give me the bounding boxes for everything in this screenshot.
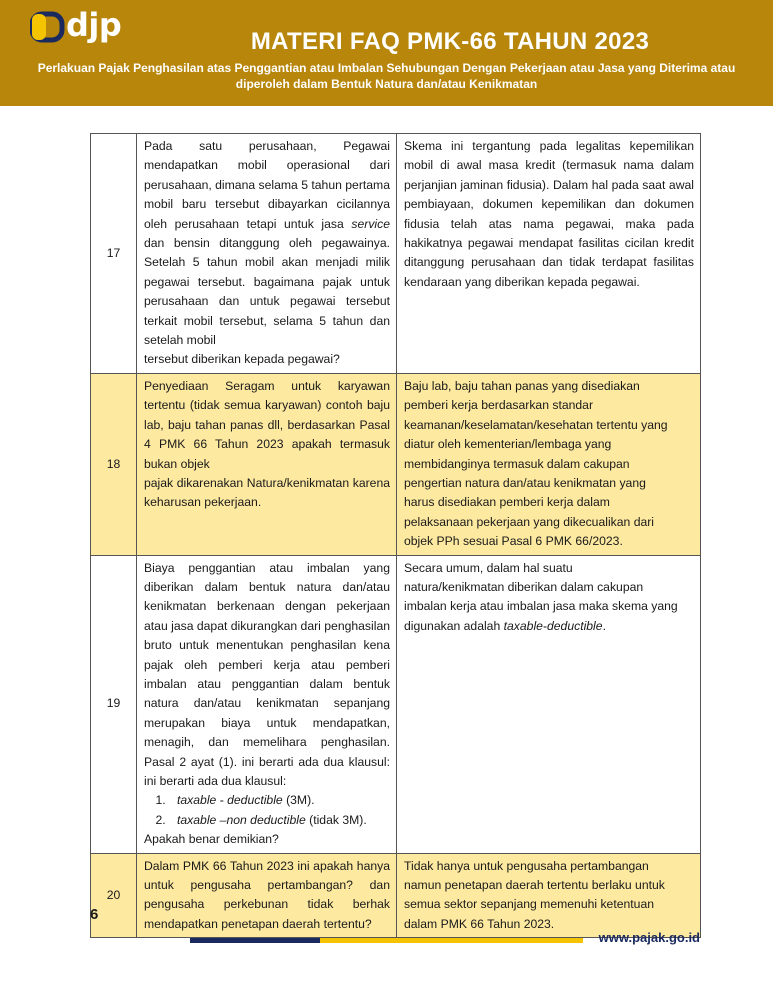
list-item: 1. taxable - deductible (3M). — [169, 791, 390, 810]
question-cell: Penyediaan Seragam untuk karyawan tertentu (tidak semua karyawan) contoh baju lab, baju tahan panas dll, berdasarkan Pasal 4 PMK 66 Tahun 2023 apakah termasuk bukan objek pajak dikarenakan Natura/kenikmatan karena keharusan pekerjaan. — [137, 373, 397, 555]
answer-cell: Baju lab, baju tahan panas yang disediakan pemberi kerja berdasarkan standar keamanan/keselamatan/kesehatan tertentu yang diatur oleh kementerian/lembaga yang membidanginya termasuk dalam cakupan pengertian natura dan/atau kenikmatan yang harus disediakan pemberi kerja dalam pelaksanaan pekerjaan yang dikecualikan dari objek PPh sesuai Pasal 6 PMK 66/2023. — [397, 373, 701, 555]
row-number: 20 — [91, 853, 137, 938]
question-cell: Biaya penggantian atau imbalan yang diberikan dalam bentuk natura dan/atau kenikmatan berkenaan dengan pekerjaan atau jasa dapat dikurangkan dari penghasilan bruto untuk menentukan penghasilan kena pajak oleh pemberi kerja atau pemberi imbalan atau penggantian dalam bentuk natura dan/atau kenikmatan sepanjang merupakan biaya untuk mendapatkan, menagih, dan memelihara penghasilan. Pasal 2 ayat (1). ini berarti ada dua klausul: ini berarti ada dua klausul: 1. taxable - deductible (3M). 2. taxable –non deductible (tidak 3M). Apakah benar demikian? — [137, 555, 397, 853]
table-row — [91, 134, 701, 374]
row-number: 18 — [91, 373, 137, 555]
header-banner — [0, 0, 773, 106]
table-row — [91, 373, 701, 555]
question-cell: Pada satu perusahaan, Pegawai mendapatkan mobil operasional dari perusahaan, dimana selama 5 tahun pertama mobil baru tersebut dibayarkan cicilannya oleh perusahaan tetapi untuk jasa service dan bensin ditanggung oleh pegawainya. Setelah 5 tahun mobil akan menjadi milik pegawai tersebut. bagaimana pajak untuk perusahaan dan untuk pegawai tersebut terkait mobil tersebut, selama 5 tahun dan setelah mobil tersebut diberikan kepada pegawai? — [137, 134, 397, 374]
faq-table — [90, 133, 701, 938]
answer-cell: Tidak hanya untuk pengusaha pertambangan namun penetapan daerah tertentu berlaku untuk semua sektor sepanjang memenuhi ketentuan dalam PMK 66 Tahun 2023. — [397, 853, 701, 938]
website-link[interactable]: www.pajak.go.id — [598, 930, 700, 945]
answer-cell: Secara umum, dalam hal suatu natura/kenikmatan diberikan dalam cakupan imbalan kerja atau imbalan jasa maka skema yang digunakan adalah taxable-deductible. — [397, 555, 701, 853]
djp-logo — [30, 6, 122, 44]
row-number: 17 — [91, 134, 137, 374]
table-row — [91, 853, 701, 938]
footer-bar-navy — [190, 938, 320, 943]
page-title: MATERI FAQ PMK-66 TAHUN 2023 — [250, 28, 650, 55]
djp-logo-icon — [30, 10, 66, 44]
logo-text: djp — [66, 6, 122, 44]
row-number: 19 — [91, 555, 137, 853]
list-item: 2. taxable –non deductible (tidak 3M). — [169, 811, 390, 830]
footer-bar-gold — [320, 938, 583, 943]
answer-cell: Skema ini tergantung pada legalitas kepemilikan mobil di awal masa kredit (termasuk nama dalam perjanjian jaminan fidusia). Dalam hal pada saat awal pembiayaan, dokumen kepemilikan dan dokumen fidusia telah atas nama pegawai, maka pada hakikatnya pegawai mendapat fasilitas cicilan kredit ditanggung perusahaan dan tidak terdapat fasilitas kendaraan yang diberikan kepada pegawai. — [397, 134, 701, 374]
page-subtitle: Perlakuan Pajak Penghasilan atas Penggantian atau Imbalan Sehubungan Dengan Pekerjaan atau Jasa yang Diterima atau diperoleh dalam Bentuk Natura dan/atau Kenikmatan — [37, 61, 736, 91]
page-number: 6 — [90, 906, 99, 923]
clause-list — [144, 791, 390, 830]
table-row — [91, 555, 701, 853]
question-cell: Dalam PMK 66 Tahun 2023 ini apakah hanya untuk pengusaha pertambangan? dan pengusaha perkebunan tidak berhak mendapatkan penetapan daerah tertentu? — [137, 853, 397, 938]
